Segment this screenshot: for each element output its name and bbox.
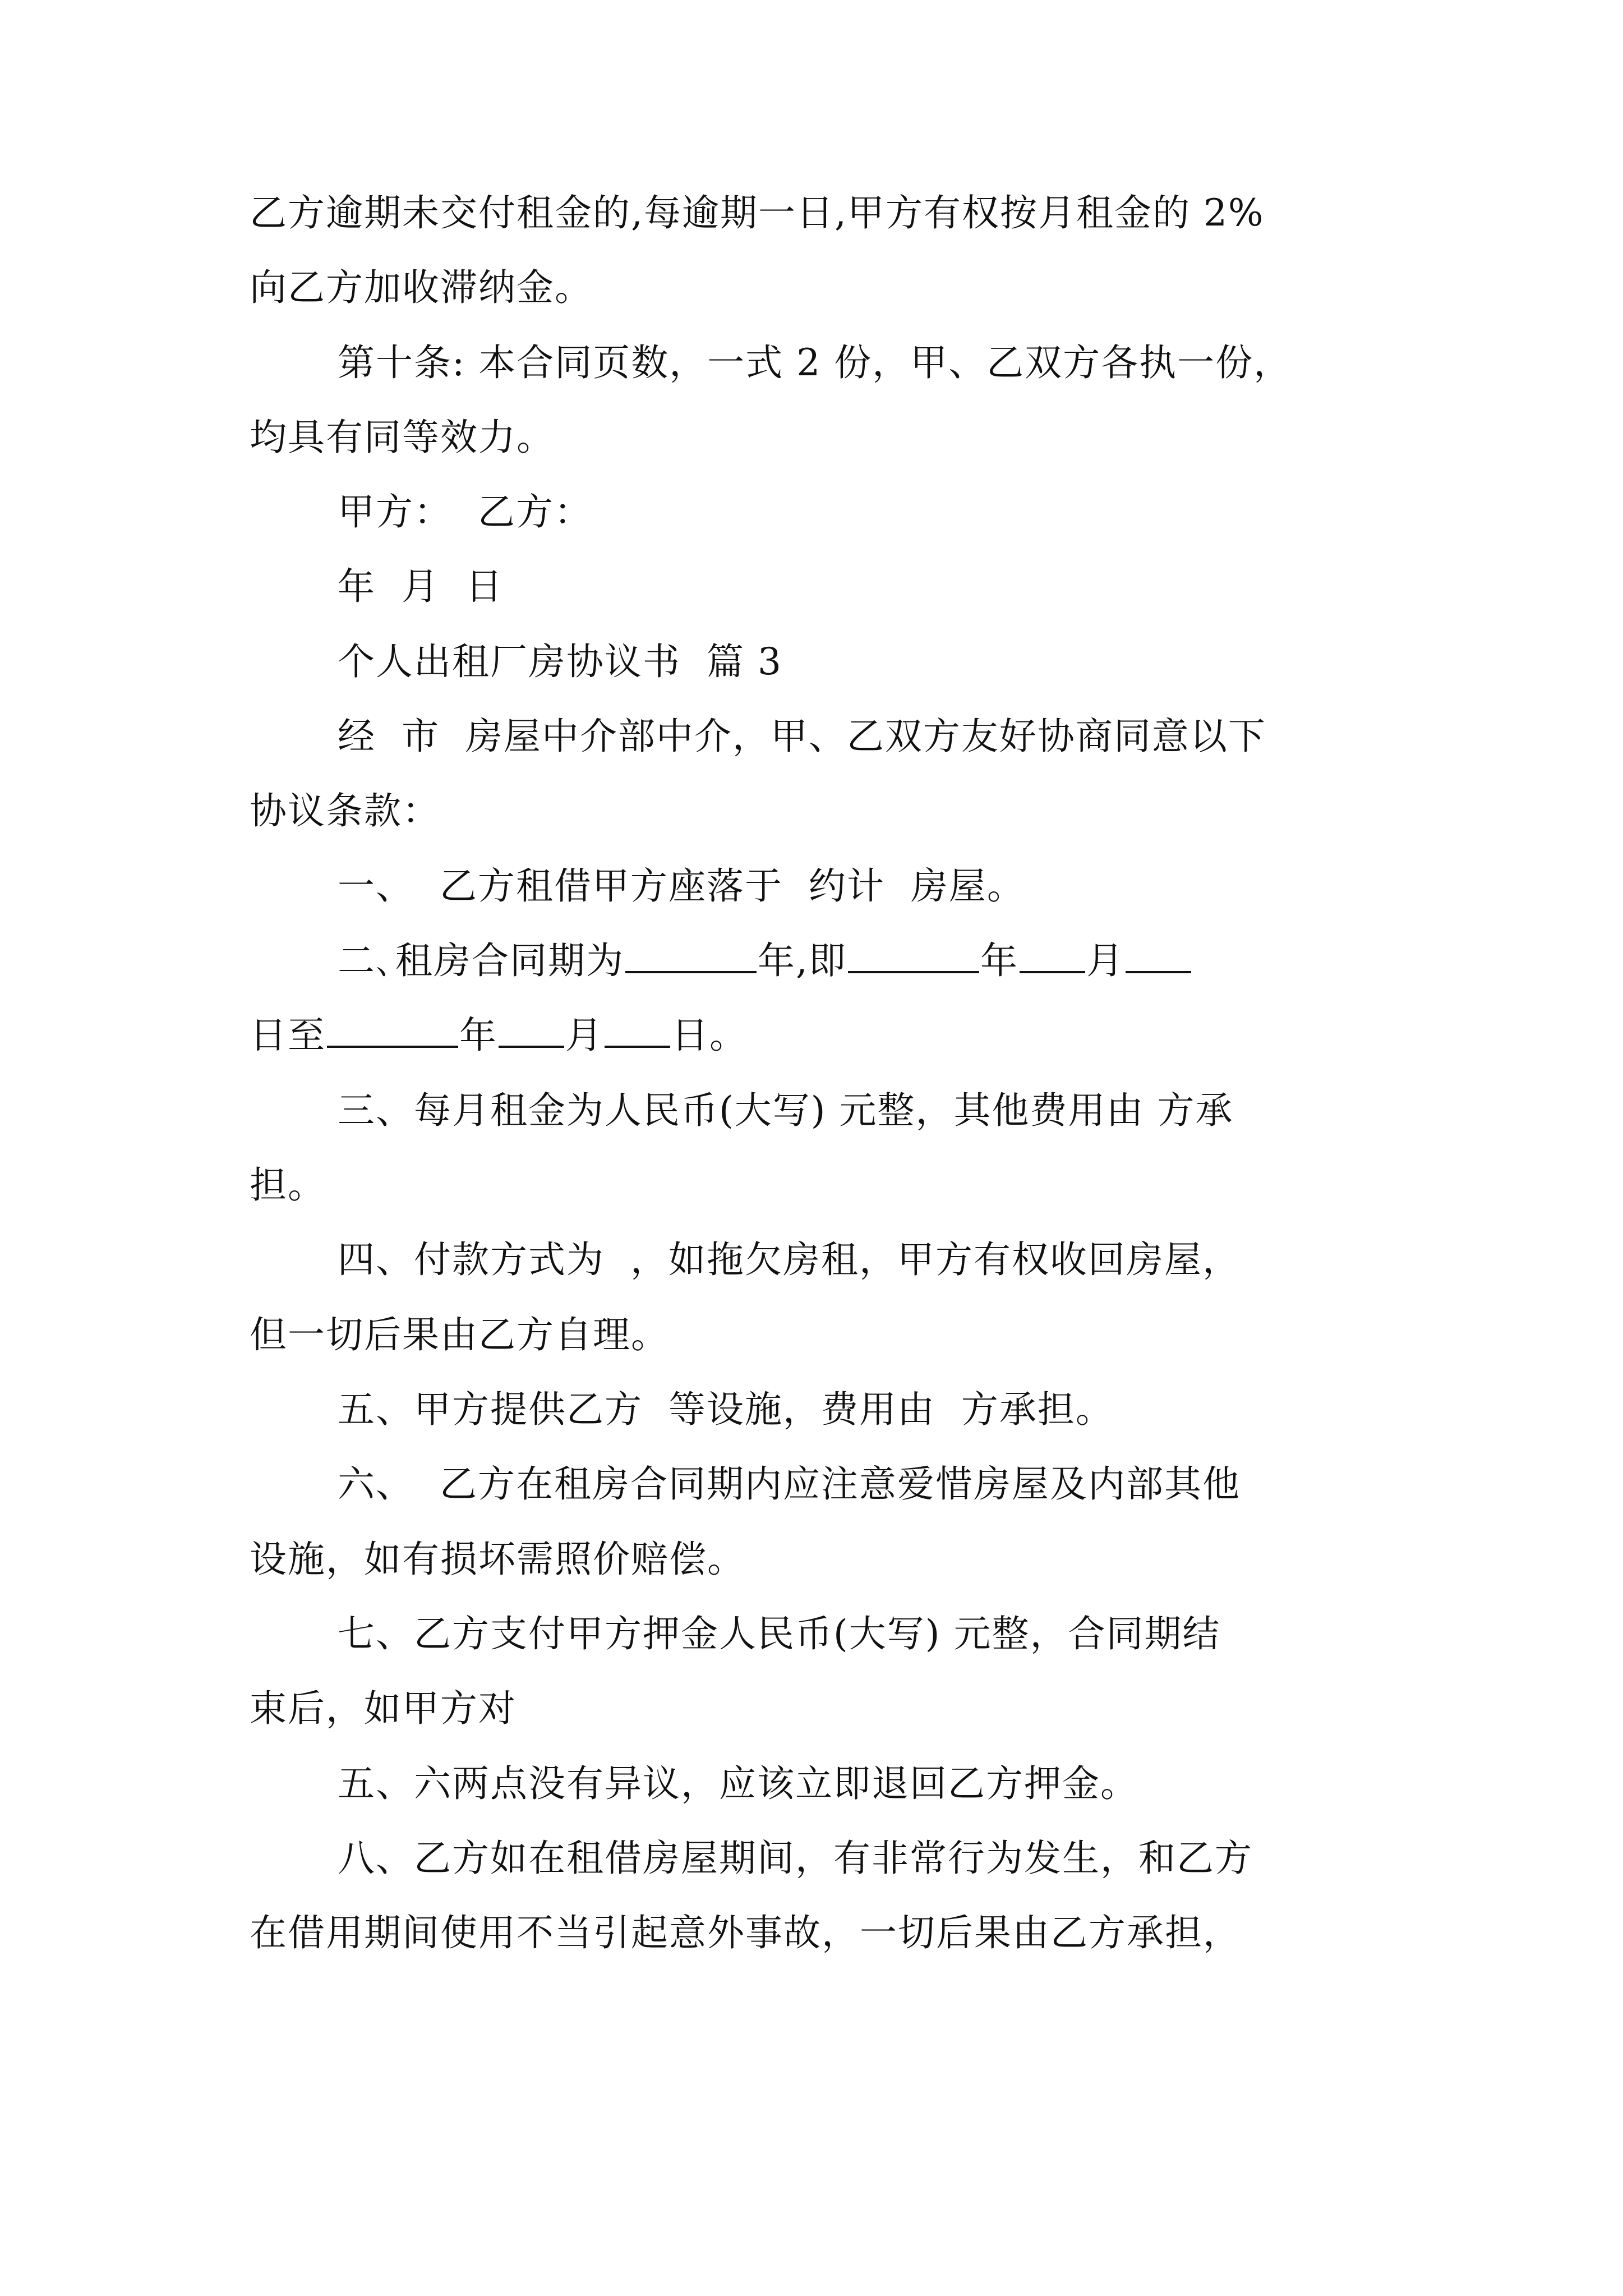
line-text: 均具有同等效力。 xyxy=(250,416,555,459)
text-line xyxy=(338,1384,1114,1435)
line-text: 五、六两点没有异议，应该立即退回乙方押金。 xyxy=(338,1762,1138,1805)
line-text: 年 xyxy=(980,939,1018,982)
line-text: 设施，如有损坏需照价赔偿。 xyxy=(250,1538,745,1581)
text-line xyxy=(338,711,1266,762)
text-line xyxy=(338,1833,1253,1884)
line-text: 束后，如甲方对 xyxy=(250,1687,517,1730)
line-text: 第十条: 本合同页数，一式 2 份，甲、乙双方各执一份， xyxy=(338,341,1292,384)
text-line xyxy=(338,1759,1138,1809)
text-line xyxy=(338,1085,1233,1136)
line-text: 经 市 房屋中介部中介，甲、乙双方友好协商同意以下 xyxy=(338,715,1266,758)
text-line xyxy=(250,1160,326,1211)
line-text: 年 xyxy=(459,1014,497,1057)
text-line xyxy=(338,1235,1241,1285)
line-text: 八、乙方如在租借房屋期间，有非常行为发生，和乙方 xyxy=(338,1837,1253,1880)
line-text: 乙方逾期未交付租金的,每逾期一日,甲方有权按月租金的 2% xyxy=(250,191,1265,234)
text-line xyxy=(338,487,592,537)
line-text: 月 xyxy=(565,1014,603,1057)
line-text: 年 月 日 xyxy=(338,565,504,608)
line-text: 在借用期间使用不当引起意外事故，一切后果由乙方承担， xyxy=(250,1911,1241,1954)
line-text: 向乙方加收滞纳金。 xyxy=(250,266,593,309)
line-text: 二､租房合同期为 xyxy=(338,939,624,982)
line-text: 一、 乙方租借甲方座落于 约计 房屋。 xyxy=(338,864,1025,908)
text-line xyxy=(250,1683,517,1734)
line-text: 个人出租厂房协议书 篇 3 xyxy=(338,640,782,683)
text-line xyxy=(338,861,1025,912)
text-line xyxy=(338,1609,1220,1659)
line-text: 日。 xyxy=(671,1014,748,1057)
line-text: 年,即 xyxy=(758,939,847,982)
text-line xyxy=(250,1908,1241,1958)
text-line xyxy=(250,786,440,836)
line-text: 月 xyxy=(1086,939,1124,982)
text-line xyxy=(250,412,555,463)
fill-in-blank xyxy=(1020,969,1085,973)
text-line xyxy=(250,263,593,313)
line-text: 六、 乙方在租房合同期内应注意爱惜房屋及内部其他 xyxy=(338,1462,1241,1506)
fill-in-blank xyxy=(848,969,979,973)
line-text: 但一切后果由乙方自理。 xyxy=(250,1313,669,1356)
line-text: 四、付款方式为 ，如拖欠房租，甲方有权收回房屋， xyxy=(338,1238,1241,1281)
line-text: 担。 xyxy=(250,1163,326,1207)
text-line xyxy=(250,1010,748,1061)
text-line xyxy=(250,1310,669,1360)
fill-in-blank xyxy=(605,1043,670,1048)
line-text: 三、每月租金为人民币(大写) 元整，其他费用由 方承 xyxy=(338,1089,1234,1132)
fill-in-blank xyxy=(327,1043,458,1048)
text-line xyxy=(250,1534,745,1585)
line-text: 甲方： 乙方： xyxy=(338,490,592,533)
text-line xyxy=(250,188,1265,238)
text-line xyxy=(338,936,1192,986)
line-text: 七、乙方支付甲方押金人民币(大写) 元整，合同期结 xyxy=(338,1612,1221,1655)
text-line xyxy=(338,637,782,687)
fill-in-blank xyxy=(499,1043,564,1048)
text-line xyxy=(338,562,504,612)
text-line xyxy=(338,1459,1241,1510)
line-text: 协议条款： xyxy=(250,789,440,832)
text-line xyxy=(338,338,1292,388)
fill-in-blank xyxy=(1126,969,1191,973)
fill-in-blank xyxy=(625,969,757,973)
line-text: 日至 xyxy=(250,1014,326,1057)
line-text: 五、甲方提供乙方 等设施，费用由 方承担。 xyxy=(338,1388,1114,1431)
